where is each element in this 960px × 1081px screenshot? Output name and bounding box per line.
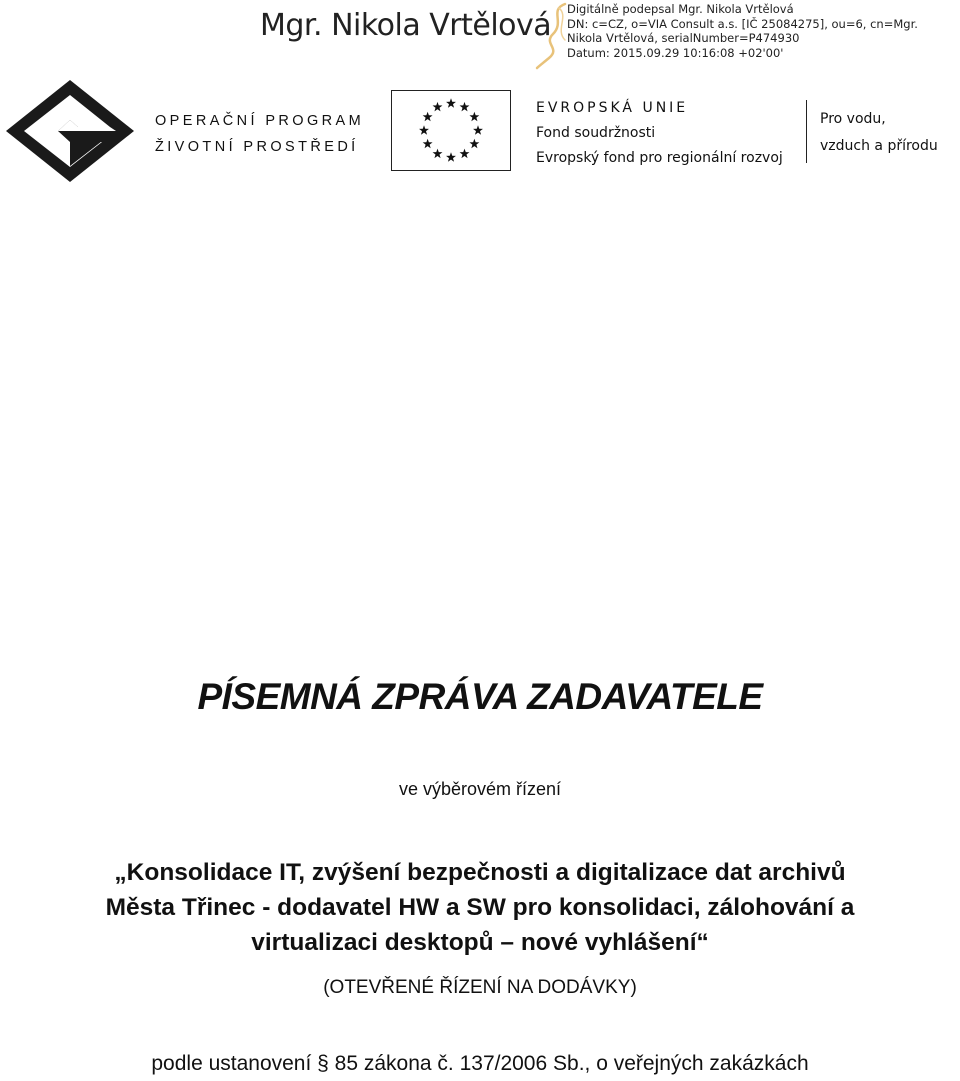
document-subtitle: ve výběrovém řízení (398, 779, 562, 799)
eu-fund-cohesion: Fond soudržnosti (536, 125, 656, 141)
op-zp-logo-icon (6, 80, 134, 182)
procedure-type: (OTEVŘENÉ ŘÍZENÍ NA DODÁVKY) (323, 977, 637, 998)
document-title: PÍSEMNÁ ZPRÁVA ZADAVATELE (197, 676, 763, 717)
slogan-line: vzduch a přírodu (820, 138, 938, 154)
project-line: virtualizaci desktopů – nové vyhlášení“ (251, 929, 709, 956)
signer-name: Mgr. Nikola Vrtělová (260, 8, 552, 43)
legal-basis: podle ustanovení § 85 zákona č. 137/2006 Sb., o veřejných zakázkách (151, 1052, 809, 1075)
project-line: „Konsolidace IT, zvýšení bezpečnosti a digitalizace dat archivů (114, 859, 846, 886)
op-program-line: OPERAČNÍ PROGRAM (155, 113, 365, 129)
project-name (0, 855, 960, 960)
header-divider (806, 100, 807, 163)
signature-detail-line: DN: c=CZ, o=VIA Consult a.s. [IČ 25084275], ou=6, cn=Mgr. (567, 16, 918, 31)
slogan-line: Pro vodu, (820, 111, 886, 127)
signature-details (567, 2, 918, 60)
signature-detail-line: Digitálně podepsal Mgr. Nikola Vrtělová (567, 2, 794, 16)
project-line: Města Třinec - dodavatel HW a SW pro konsolidaci, zálohování a (105, 894, 855, 921)
signature-detail-line: Nikola Vrtělová, serialNumber=P474930 (567, 31, 800, 45)
signature-detail-line: Datum: 2015.09.29 10:16:08 +02'00' (567, 45, 784, 60)
op-program-line: ŽIVOTNÍ PROSTŘEDÍ (155, 139, 359, 155)
slogan (820, 106, 938, 160)
eu-flag-icon (391, 90, 511, 171)
eu-fund-regional: Evropský fond pro regionální rozvoj (536, 150, 783, 166)
eu-text-block (536, 96, 783, 171)
op-program-text (155, 108, 364, 160)
eu-title: EVROPSKÁ UNIE (536, 100, 689, 116)
